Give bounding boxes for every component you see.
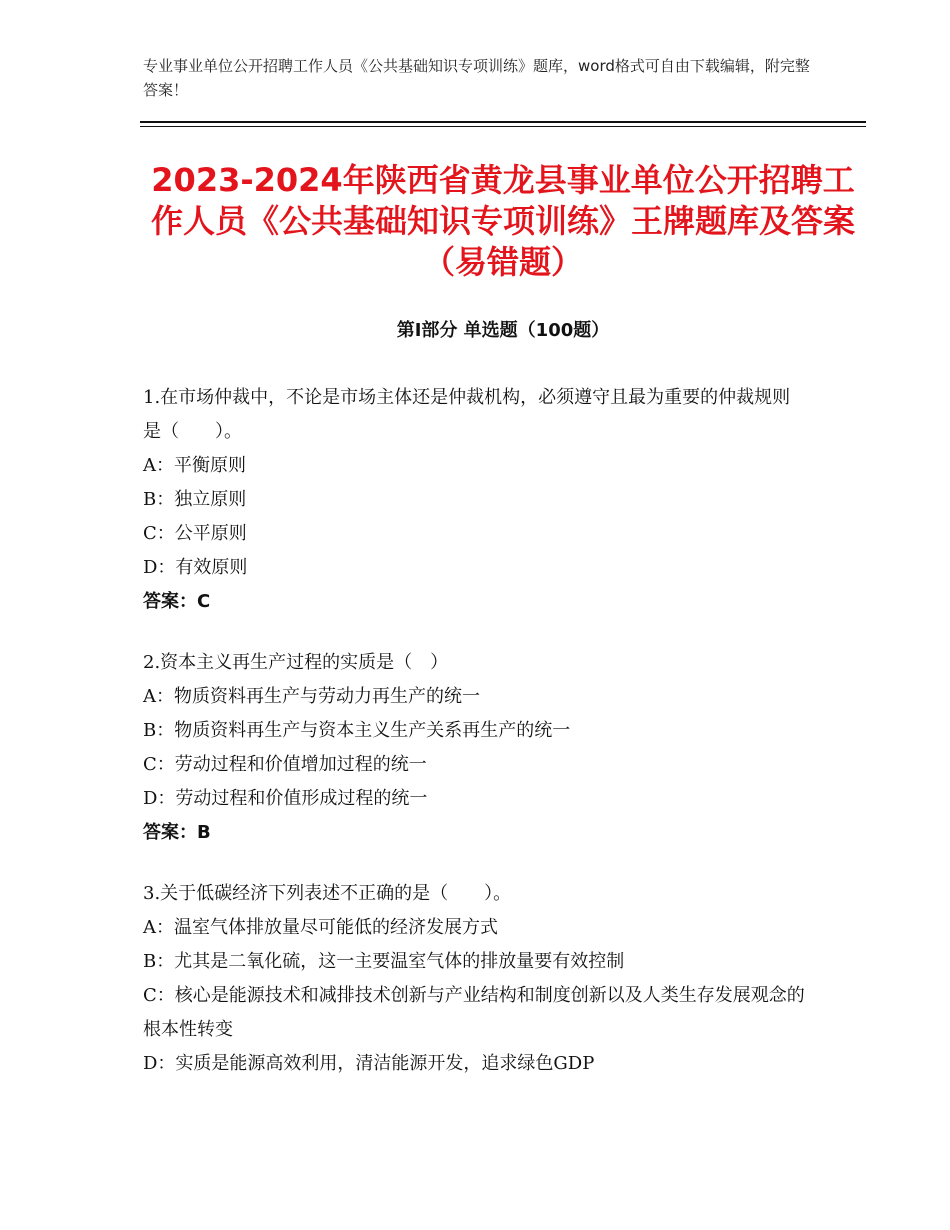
option-a: A：温室气体排放量尽可能低的经济发展方式 [143, 917, 498, 938]
header-note: 专业事业单位公开招聘工作人员《公共基础知识专项训练》题库，word格式可自由下载编辑，附完整答案！ [143, 57, 810, 99]
answer: 答案：B [143, 822, 211, 843]
question-2 [143, 646, 808, 850]
option-a: A：物质资料再生产与劳动力再生产的统一 [143, 686, 480, 707]
option-b: B：尤其是二氧化硫，这一主要温室气体的排放量要有效控制 [143, 951, 625, 972]
option-b: B：独立原则 [143, 489, 247, 510]
option-c: C：公平原则 [143, 523, 247, 544]
option-d: D：劳动过程和价值形成过程的统一 [143, 788, 428, 809]
question-1 [143, 381, 808, 619]
option-b: B：物质资料再生产与资本主义生产关系再生产的统一 [143, 720, 571, 741]
option-d: D：有效原则 [143, 557, 248, 578]
question-stem: 2.资本主义再生产过程的实质是（ ） [143, 652, 449, 673]
option-c: C：劳动过程和价值增加过程的统一 [143, 754, 427, 775]
document-title: 2023-2024年陕西省黄龙县事业单位公开招聘工作人员《公共基础知识专项训练》王牌题库及答案（易错题） [150, 161, 855, 281]
option-d: D：实质是能源高效利用，清洁能源开发，追求绿色GDP [143, 1053, 595, 1074]
section-title: 第Ⅰ部分 单选题（100题） [396, 320, 610, 341]
question-stem: 3.关于低碳经济下列表述不正确的是（ ）。 [143, 883, 512, 904]
answer: 答案：C [143, 591, 211, 612]
header-divider [140, 121, 866, 123]
header-divider-thin [140, 126, 866, 127]
question-stem: 1.在市场仲裁中，不论是市场主体还是仲裁机构，必须遵守且最为重要的仲裁规则是（ ）。 [143, 387, 791, 442]
question-list [143, 381, 808, 1108]
option-c: C：核心是能源技术和减排技术创新与产业结构和制度创新以及人类生存发展观念的根本性转变 [143, 985, 805, 1040]
option-a: A：平衡原则 [143, 455, 246, 476]
question-3 [143, 877, 808, 1081]
